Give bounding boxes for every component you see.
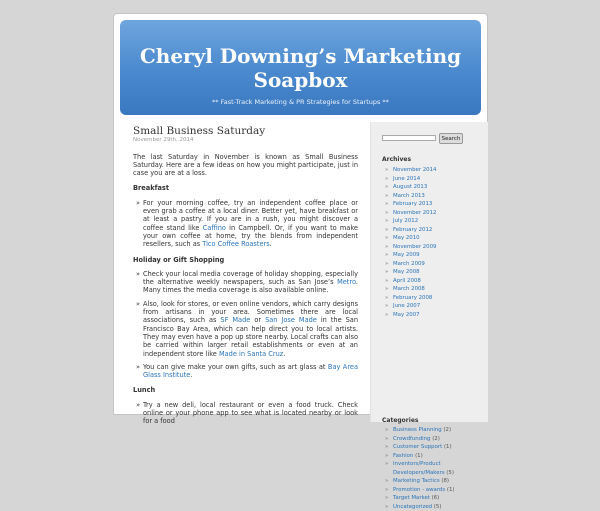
text-segment: Check your local media coverage of holiday shopping, especially the alternative weekly newspapers, such as San Jose’s bbox=[143, 270, 358, 286]
text-segment: Also, look for stores, or even online vendors, which carry designs from artisans in your area. Sometimes there are local associations, such as bbox=[143, 300, 358, 325]
category-count: (1) bbox=[444, 444, 452, 450]
bay-area-glass-link[interactable]: Bay Area Glass Institute bbox=[143, 363, 358, 379]
list-item: » Try a new deli, local restaurant or even a food truck. Check online or your phone app to see what is located nearby or look for a food bbox=[143, 401, 358, 426]
archive-item bbox=[385, 268, 436, 277]
lunch-list bbox=[133, 401, 358, 426]
archive-link[interactable]: April 2008 bbox=[393, 278, 421, 284]
category-link[interactable]: Promotion - awards bbox=[393, 487, 445, 493]
archive-item bbox=[385, 209, 436, 218]
search-input[interactable] bbox=[382, 135, 436, 141]
category-link[interactable]: Crowdfunding bbox=[393, 436, 430, 442]
archive-link[interactable]: May 2009 bbox=[393, 252, 420, 258]
page-container bbox=[113, 13, 488, 415]
archive-item bbox=[385, 251, 436, 260]
breakfast-heading: Breakfast bbox=[133, 184, 358, 192]
caffino-link[interactable]: Caffino bbox=[203, 224, 226, 232]
archive-item bbox=[385, 277, 436, 286]
category-link[interactable]: Fashion bbox=[393, 453, 413, 459]
text-segment: You can give make your own gifts, such as art glass at bbox=[143, 363, 328, 371]
text-segment: or bbox=[250, 316, 265, 324]
category-count: (2) bbox=[443, 427, 451, 433]
blog-description: ** Fast-Track Marketing & PR Strategies for Startups ** bbox=[120, 98, 481, 106]
archive-item bbox=[385, 175, 436, 184]
text-segment: . bbox=[270, 240, 272, 248]
text-segment: in the San Francisco Bay Area, which can help direct you to local artists. They may even have a pop up store nearby. Local crafts can also be carried within larger retail establishments or even at an independent store like bbox=[143, 316, 358, 357]
sidebar bbox=[370, 122, 488, 422]
category-count: (1) bbox=[447, 487, 455, 493]
archive-item bbox=[385, 226, 436, 235]
category-count: (6) bbox=[432, 495, 440, 501]
tico-coffee-link[interactable]: Tico Coffee Roasters bbox=[202, 240, 269, 248]
text-segment: . bbox=[190, 371, 192, 379]
metro-link[interactable]: Metro bbox=[337, 278, 356, 286]
text-segment: . Many times the media coverage is also available online. bbox=[143, 278, 358, 294]
category-item bbox=[385, 460, 487, 477]
list-item bbox=[143, 199, 358, 249]
list-item bbox=[143, 270, 358, 295]
archive-item bbox=[385, 166, 436, 175]
text-segment: . bbox=[283, 350, 285, 358]
list-item bbox=[143, 300, 358, 358]
archive-link[interactable]: July 2012 bbox=[393, 218, 418, 224]
archive-link[interactable]: May 2008 bbox=[393, 269, 420, 275]
archive-link[interactable]: June 2014 bbox=[393, 176, 420, 182]
archive-item bbox=[385, 302, 436, 311]
category-link[interactable]: Business Planning bbox=[393, 427, 442, 433]
category-item bbox=[385, 486, 487, 495]
made-in-santa-cruz-link[interactable]: Made in Santa Cruz bbox=[219, 350, 283, 358]
san-jose-made-link[interactable]: San Jose Made bbox=[265, 316, 317, 324]
archive-link[interactable]: May 2007 bbox=[393, 312, 420, 318]
archive-link[interactable]: June 2007 bbox=[393, 303, 420, 309]
archive-link[interactable]: August 2013 bbox=[393, 184, 427, 190]
blog-title-link[interactable]: Cheryl Downing’s Marketing Soapbox bbox=[120, 44, 481, 92]
archive-link[interactable]: March 2013 bbox=[393, 193, 425, 199]
category-item bbox=[385, 494, 487, 503]
category-link[interactable]: Target Market bbox=[393, 495, 430, 501]
lunch-heading: Lunch bbox=[133, 386, 358, 394]
category-link[interactable]: Uncategorized bbox=[393, 504, 432, 510]
archive-item bbox=[385, 200, 436, 209]
archive-item bbox=[385, 260, 436, 269]
category-item bbox=[385, 477, 487, 486]
list-item bbox=[143, 363, 358, 380]
archive-link[interactable]: May 2010 bbox=[393, 235, 420, 241]
archive-link[interactable]: November 2014 bbox=[393, 167, 436, 173]
post-content bbox=[133, 127, 358, 431]
archive-item bbox=[385, 243, 436, 252]
category-count: (2) bbox=[432, 436, 440, 442]
category-item bbox=[385, 435, 487, 444]
archives-list bbox=[385, 166, 436, 319]
breakfast-list bbox=[133, 199, 358, 249]
archive-link[interactable]: February 2012 bbox=[393, 227, 432, 233]
holiday-list bbox=[133, 270, 358, 380]
sf-made-link[interactable]: SF Made bbox=[220, 316, 250, 324]
archive-link[interactable]: March 2009 bbox=[393, 261, 425, 267]
post-date: November 29th, 2014 bbox=[133, 136, 358, 144]
archive-item bbox=[385, 183, 436, 192]
category-link[interactable]: Inventors/Product Developers/Makers bbox=[393, 461, 445, 476]
archive-link[interactable]: November 2012 bbox=[393, 210, 436, 216]
post-title[interactable]: Small Business Saturday bbox=[133, 127, 358, 135]
archive-item bbox=[385, 234, 436, 243]
categories-list bbox=[385, 426, 487, 511]
categories-heading: Categories bbox=[382, 417, 418, 426]
archive-link[interactable]: February 2008 bbox=[393, 295, 432, 301]
category-count: (5) bbox=[434, 504, 442, 510]
archives-heading: Archives bbox=[382, 156, 411, 165]
site-header bbox=[120, 20, 481, 115]
category-link[interactable]: Marketing Tactics bbox=[393, 478, 440, 484]
category-item bbox=[385, 443, 487, 452]
archive-item bbox=[385, 311, 436, 320]
archive-item bbox=[385, 285, 436, 294]
archive-link[interactable]: March 2008 bbox=[393, 286, 425, 292]
holiday-heading: Holiday or Gift Shopping bbox=[133, 256, 358, 264]
category-item bbox=[385, 452, 487, 461]
category-item bbox=[385, 426, 487, 435]
category-item bbox=[385, 503, 487, 511]
archive-link[interactable]: February 2013 bbox=[393, 201, 432, 207]
category-count: (1) bbox=[415, 453, 423, 459]
search-button[interactable]: Search bbox=[439, 133, 463, 144]
archive-item bbox=[385, 294, 436, 303]
text-segment: For your morning coffee, try an independent coffee place or even grab a coffee at a local diner. Better yet, have breakfast or at least a pastry. If you are in a rush, you might discover a coffee stand like bbox=[143, 199, 358, 232]
post-intro: The last Saturday in November is known as Small Business Saturday. Here are a few ideas on how you might participate, just in case you are at a loss. bbox=[133, 153, 358, 178]
text-segment: in Campbell. Or, if you want to make your own coffee at home, try the blends from independent resellers, such as bbox=[143, 224, 358, 249]
archive-link[interactable]: November 2009 bbox=[393, 244, 436, 250]
category-count: (8) bbox=[441, 478, 449, 484]
archive-item bbox=[385, 192, 436, 201]
archive-item bbox=[385, 217, 436, 226]
category-link[interactable]: Customer Support bbox=[393, 444, 442, 450]
category-count: (5) bbox=[446, 470, 454, 476]
